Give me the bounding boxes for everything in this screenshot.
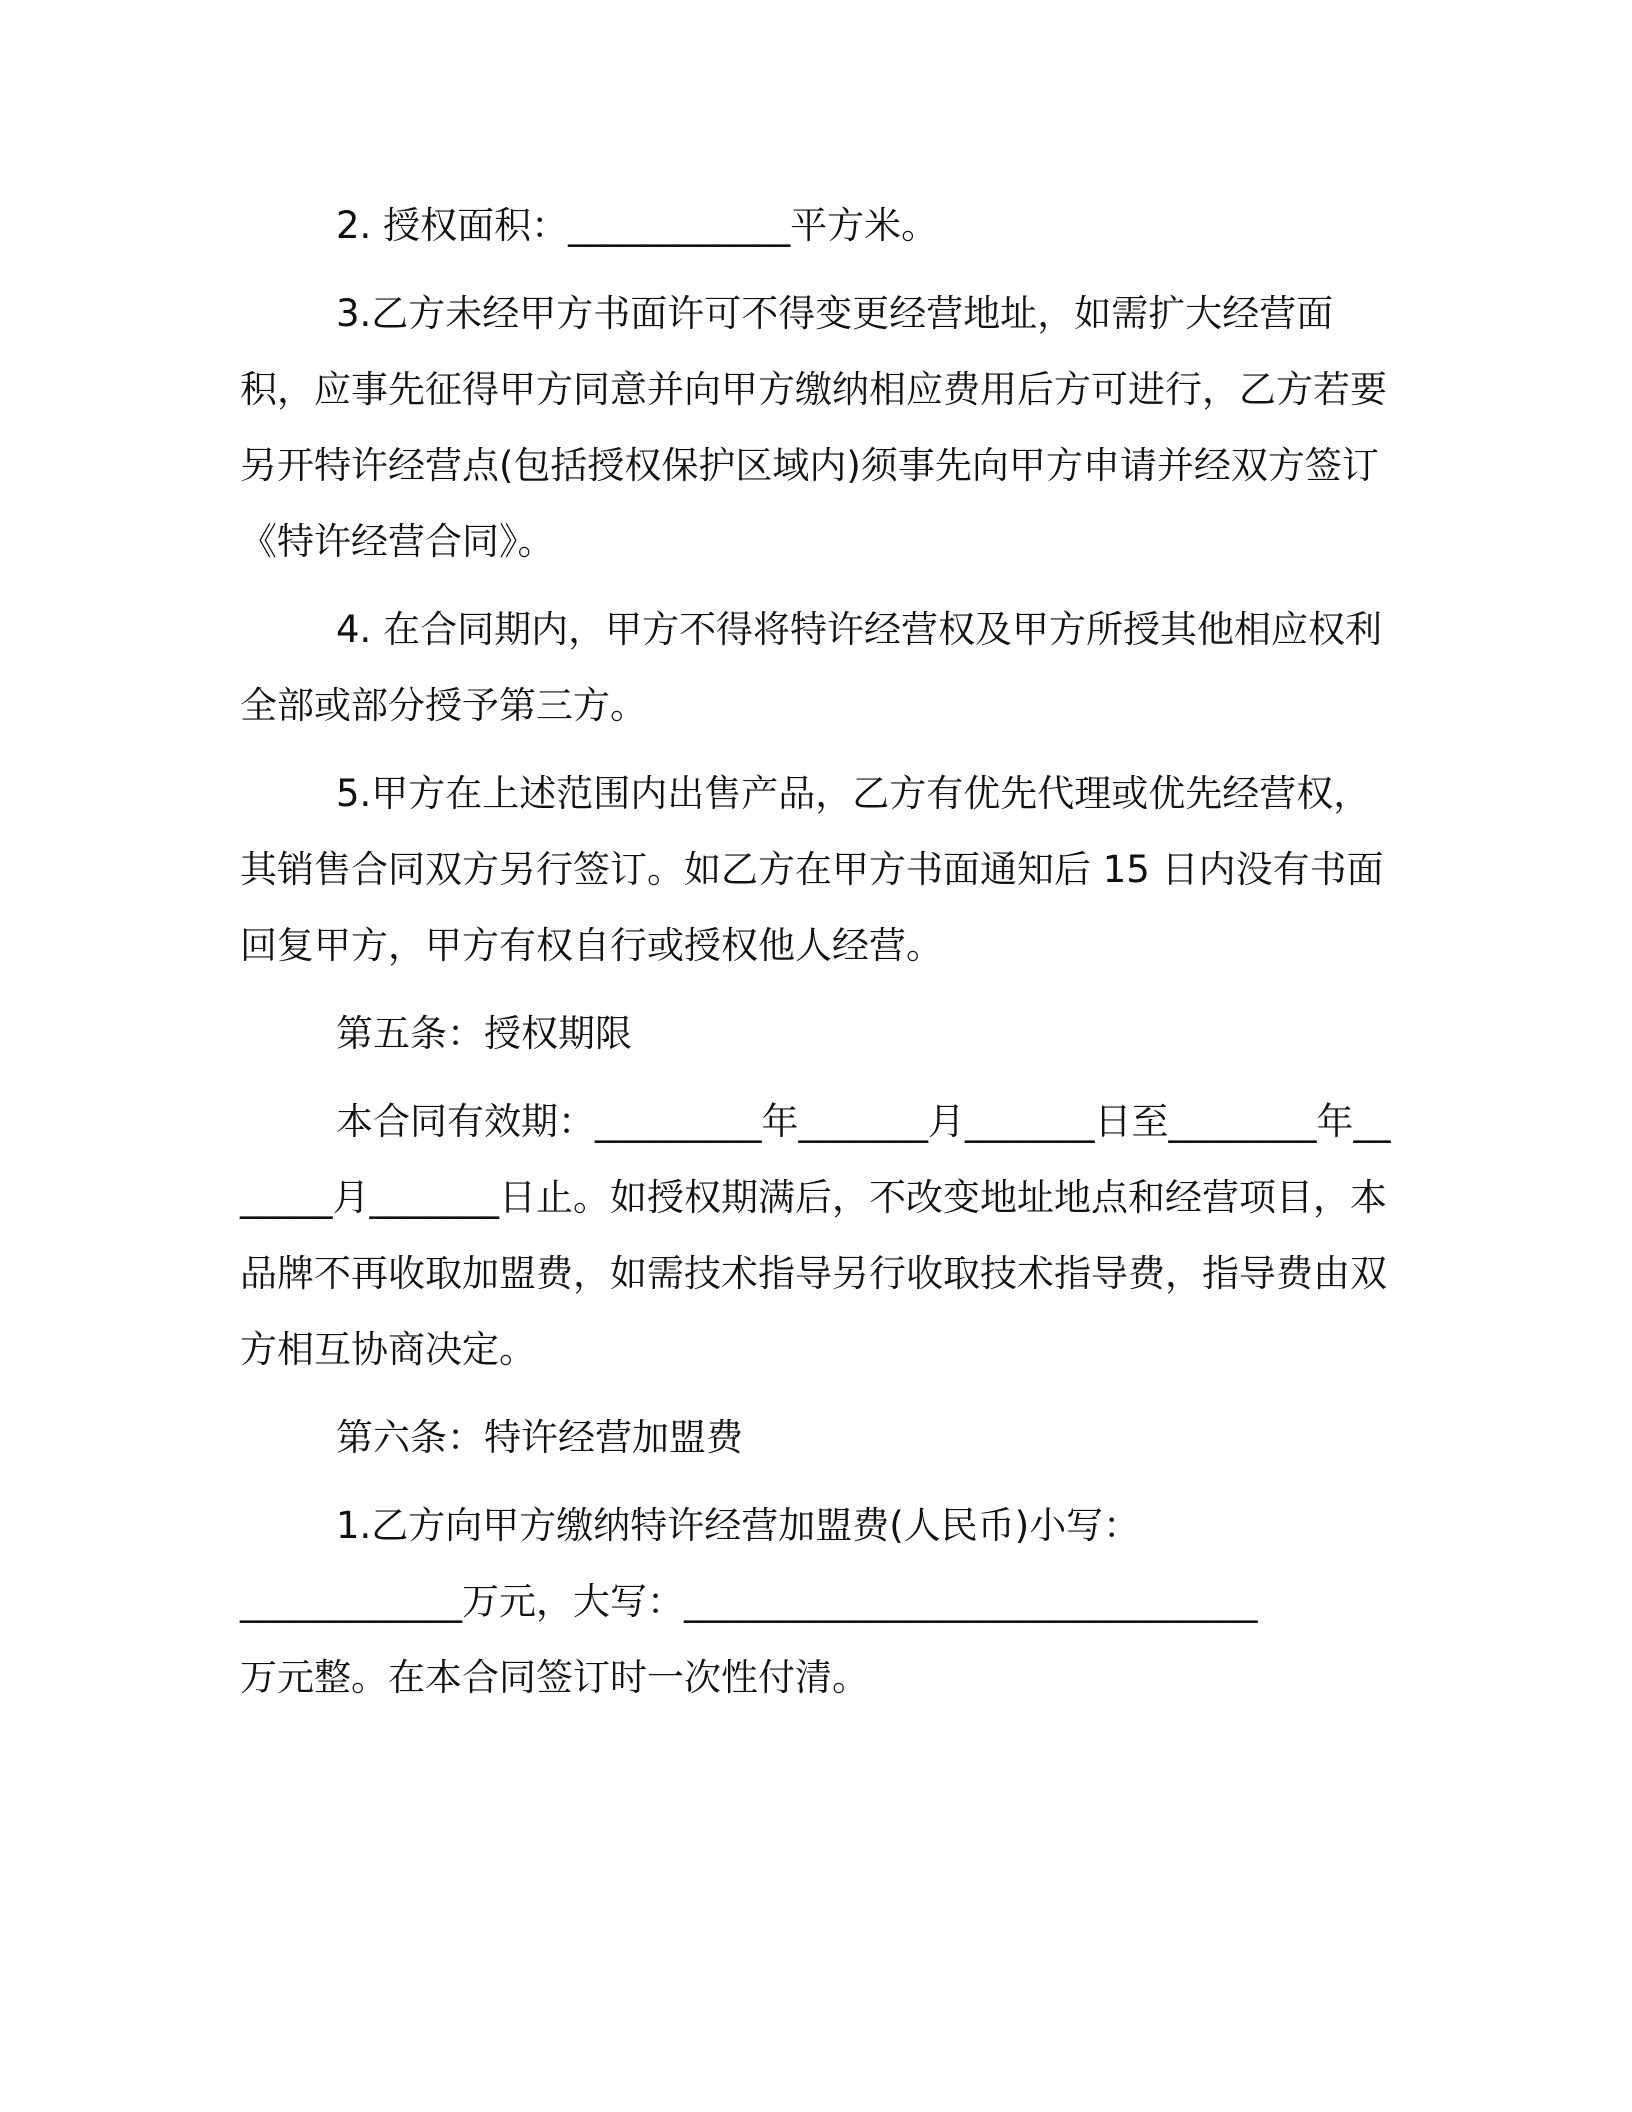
paragraph-address-change: 3.乙方未经甲方书面许可不得变更经营地址，如需扩大经营面积，应事先征得甲方同意并向甲方缴纳相应费用后方可进行，乙方若要另开特许经营点(包括授权保护区域内)须事先向甲方申请并经双方签订《特许经营合同》。 xyxy=(240,292,1387,563)
paragraph-priority-right: 5.甲方在上述范围内出售产品，乙方有优先代理或优先经营权，其销售合同双方另行签订。如乙方在甲方书面通知后 15 日内没有书面回复甲方，甲方有权自行或授权他人经营。 xyxy=(240,772,1384,967)
paragraph-third-party: 4. 在合同期内，甲方不得将特许经营权及甲方所授其他相应权利全部或部分授予第三方。 xyxy=(240,608,1383,727)
document-body xyxy=(240,188,1400,1716)
paragraph-validity-period: 本合同有效期：_________年_______月_______日至________年_______月_______日止。如授权期满后，不改变地址地点和经营项目，本品牌不再收取加盟费，如需技术指导另行收取技术指导费，指导费由双方相互协商决定。 xyxy=(240,1100,1391,1371)
fee-payment-text: 万元整。在本合同签订时一次性付清。 xyxy=(240,1656,869,1699)
heading-article-five: 第五条：授权期限 xyxy=(336,1012,632,1055)
paragraph-fee-lowercase: 1.乙方向甲方缴纳特许经营加盟费(人民币)小写： xyxy=(336,1504,1141,1547)
paragraph-authorized-area: 2. 授权面积：____________平方米。 xyxy=(336,204,939,247)
heading-article-six: 第六条：特许经营加盟费 xyxy=(336,1416,743,1459)
fee-blank-line: ____________万元，大写：_______________________________ xyxy=(240,1580,1258,1623)
